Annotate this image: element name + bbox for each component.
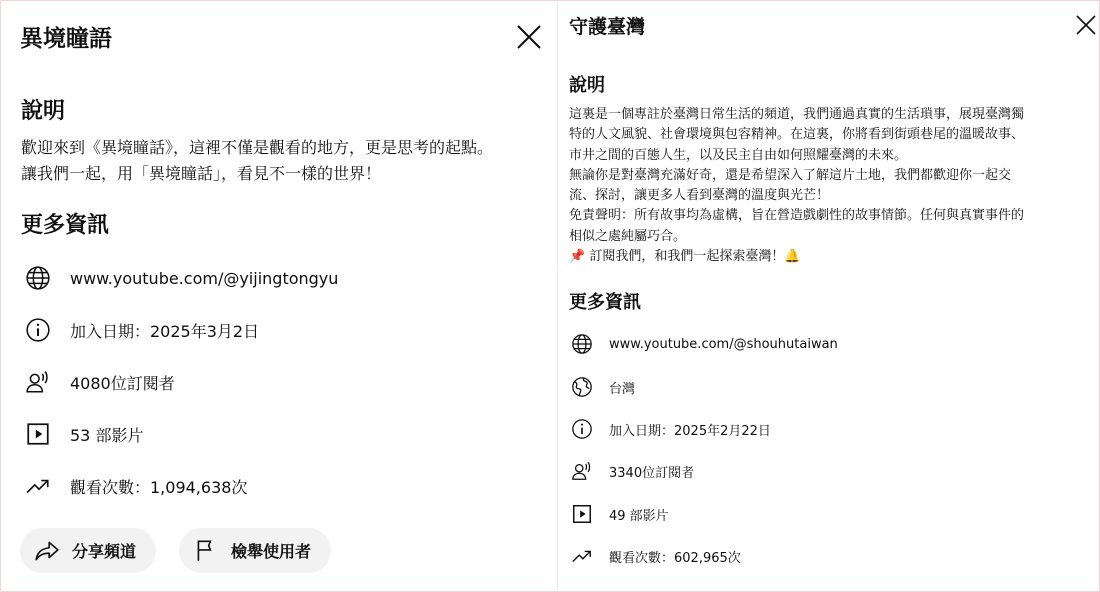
info-icon: [571, 418, 593, 440]
flag-icon: [193, 538, 219, 564]
more-info-heading: 更多資訊: [21, 213, 110, 238]
subscriber-count: 4080位訂閱者: [70, 373, 175, 393]
info-row-views: [25, 473, 247, 499]
globe-icon: [25, 265, 51, 291]
close-icon[interactable]: [1075, 14, 1097, 36]
subscribers-icon: [571, 460, 593, 482]
channel-title: 守護臺灣: [569, 16, 646, 38]
subscribers-icon: [25, 369, 51, 395]
info-row-country: [571, 376, 635, 398]
share-arrow-icon: [34, 538, 60, 564]
description-heading: 說明: [21, 99, 66, 124]
video-count: 49 部影片: [609, 508, 669, 524]
trending-icon: [571, 545, 593, 567]
info-row-videos: [571, 503, 669, 525]
channel-url-link[interactable]: www.youtube.com/@yijingtongyu: [70, 268, 339, 288]
channel-title: 異境瞳語: [20, 26, 112, 52]
subscriber-count: 3340位訂閱者: [609, 465, 695, 481]
video-count: 53 部影片: [70, 425, 144, 445]
info-row-url: [25, 265, 338, 291]
world-region-icon: [571, 376, 593, 398]
info-row-views: [571, 545, 741, 567]
channel-description: 歡迎來到《異境瞳話》，這裡不僅是觀看的地方，更是思考的起點。 讓我們一起，用「異境瞳話」，看見不一樣的世界！: [21, 138, 494, 183]
info-row-videos: [25, 421, 143, 447]
close-icon[interactable]: [516, 24, 542, 50]
channel-url-link[interactable]: www.youtube.com/@shouhutaiwan: [609, 336, 838, 352]
view-count: 觀看次數：602,965次: [609, 550, 741, 566]
info-row-joined: [25, 317, 259, 343]
report-user-button[interactable]: [179, 528, 331, 573]
description-heading: 說明: [569, 75, 605, 96]
video-play-icon: [25, 421, 51, 447]
share-channel-button[interactable]: [20, 528, 156, 573]
info-icon: [25, 317, 51, 343]
info-row-subscribers: [25, 369, 175, 395]
channel-description: 這裏是一個專註於臺灣日常生活的頻道，我們通過真實的生活瑣事，展現臺灣獨 特的人文風貌、社會環境與包容精神。在這裏，你將看到街頭巷尾的溫暖故事、 市井之間的百態人生，以及民主自由如何照耀臺灣的未來。 無論你是對臺灣充滿好奇，還是希望深入了解這片土地，我們都歡迎你一起交 流、探討，讓更多人看到臺灣的溫度與光芒！ 免責聲明：所有故事均為虛構，旨在營造戲劇性的故事情節。任何與真實事件的 相似之處純屬巧合。 📌 訂閱我們，和我們一起探索臺灣！🔔: [569, 107, 1025, 265]
info-row-subscribers: [571, 460, 694, 482]
globe-icon: [571, 333, 593, 355]
video-play-icon: [571, 503, 593, 525]
info-row-url: [571, 333, 838, 355]
channel-about-panel-left: [1, 0, 556, 592]
info-row-joined: [571, 418, 771, 440]
joined-date: 加入日期：2025年3月2日: [70, 321, 260, 341]
joined-date: 加入日期：2025年2月22日: [609, 423, 771, 439]
channel-about-panel-right: [557, 0, 1100, 592]
share-channel-label: 分享頻道: [72, 542, 137, 561]
more-info-heading: 更多資訊: [569, 292, 641, 313]
view-count: 觀看次數：1,094,638次: [70, 477, 248, 497]
trending-icon: [25, 473, 51, 499]
report-user-label: 檢舉使用者: [231, 542, 312, 561]
country-label: 台灣: [609, 381, 636, 397]
